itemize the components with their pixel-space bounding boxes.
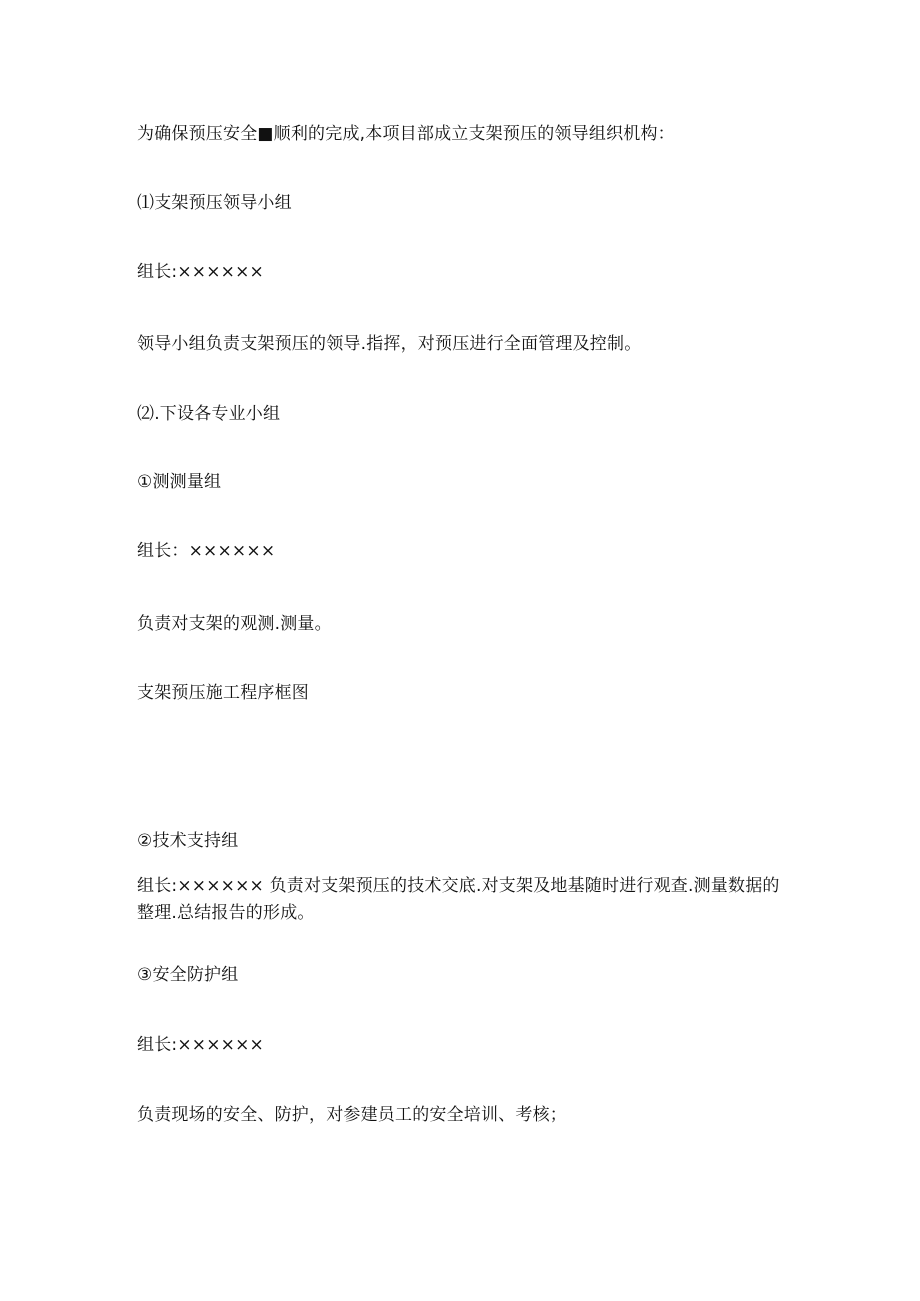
group1-duty: 负责对支架的观测.测量。: [137, 614, 332, 634]
section1-heading: ⑴支架预压领导小组: [137, 193, 292, 213]
flowchart-caption: 支架预压施工程序框图: [137, 683, 309, 703]
group2-heading: ②技术支持组: [137, 831, 239, 851]
section1-duty: 领导小组负责支架预压的领导.指挥，对预压进行全面管理及控制。: [137, 334, 642, 354]
section1-leader: 组长:××××××: [137, 262, 264, 282]
section2-heading: ⑵.下设各专业小组: [137, 404, 281, 424]
group3-heading: ③安全防护组: [137, 965, 239, 985]
group1-heading: ①测测量组: [137, 472, 222, 492]
group3-duty: 负责现场的安全、防护，对参建员工的安全培训、考核；: [137, 1105, 567, 1125]
group3-leader: 组长:××××××: [137, 1035, 264, 1055]
intro-paragraph: 为确保预压安全■顺利的完成,本项目部成立支架预压的领导组织机构：: [137, 124, 675, 144]
group2-leader-duty: 组长:×××××× 负责对支架预压的技术交底.对支架及地基随时进行观查.测量数据的 整理.总结报告的形成。: [137, 876, 780, 923]
group1-leader: 组长：××××××: [137, 541, 276, 561]
